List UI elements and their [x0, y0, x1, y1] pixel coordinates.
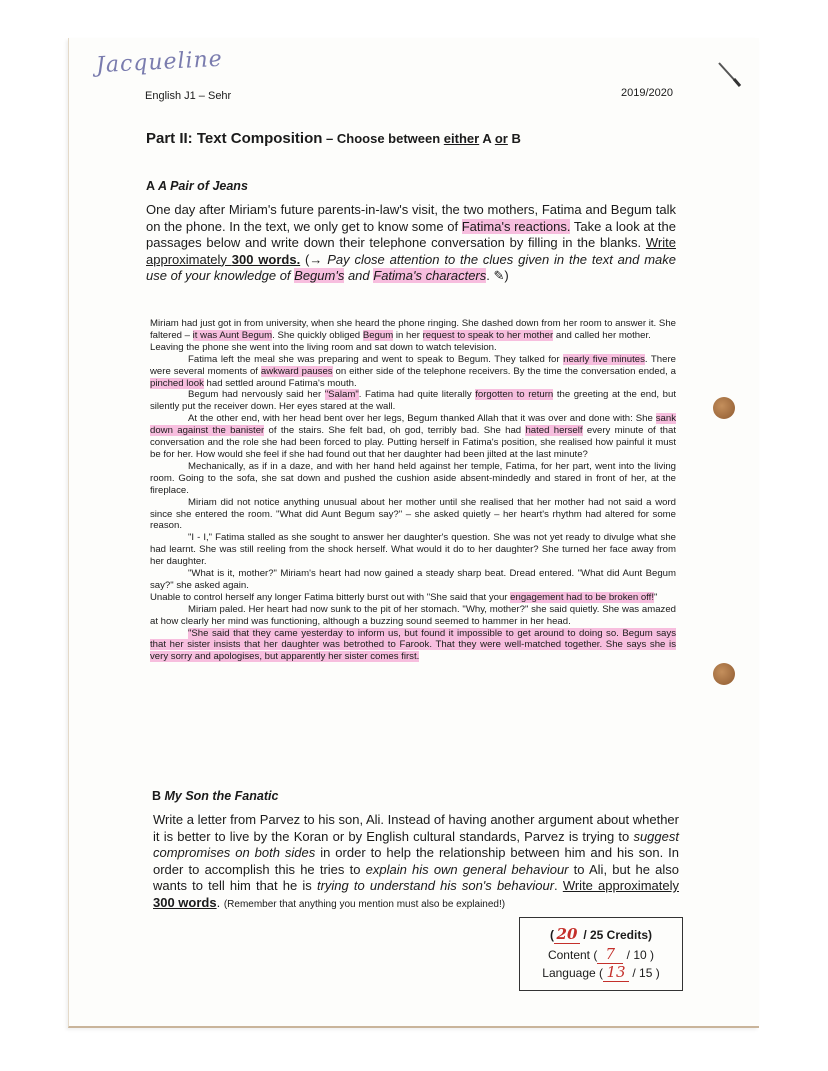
punch-hole: [713, 397, 735, 419]
grade-language: Language ( 13 / 15 ): [542, 963, 660, 981]
story-paragraph: Fatima left the meal she was preparing and went to speak to Begum. They talked for nearly five minutes. There were several moments of awkward pauses on either side of the telephone receivers. By the time the conversation ended, a pinched look had settled around Fatima's mouth.: [150, 353, 676, 389]
section-b-prompt: Write a letter from Parvez to his son, Ali. Instead of having another argument about whether it is better to live by the Koran or by English cultural standards, Parvez is trying to suggest compromises on both sides in order to help the relationship between him and his son. In order to accomplish this he tries to explain his own general behaviour to Ali, but he also wants to tell him that he is trying to understand his son's behaviour. Write approximately 300 words. (Remember that anything you mention must also be explained!): [153, 812, 679, 910]
story-paragraph: Mechanically, as if in a daze, and with her hand held against her temple, Fatima, for her part, went into the living room. Going to the sofa, she sat down and pushed the cushion aside absent-mindedly and stared in front of her, at the fireplace.: [150, 460, 676, 496]
story-paragraph: Miriam did not notice anything unusual about her mother until she realised that her mother had not said a word since she entered the room. "What did Aunt Begum say?" – she asked quietly – her heart's rhythm had altered for some reason.: [150, 496, 676, 532]
grade-content: Content ( 7 / 10 ): [547, 945, 655, 963]
grade-box: [519, 917, 683, 991]
story-paragraph: Leaving the phone she went into the living room and sat down to watch television.: [150, 341, 497, 353]
story-paragraph: "What is it, mother?" Miriam's heart had now gained a steady sharp beat. Dread entered. "What did Aunt Begum say?" she asked again.: [150, 568, 676, 591]
story-paragraph: "She said that they came yesterday to inform us, but found it impossible to get around to doing so. Begum says that her sister insists that her daughter was betrothed to Farook. That they were well-matched together. She says she is very sorry and apologises, but apparently her sister comes first.: [150, 627, 676, 663]
punch-hole: [713, 663, 735, 685]
story-paragraph: At the other end, with her head bent over her legs, Begum thanked Allah that it was over and done with: She sank down against the banister of the stairs. She felt bad, oh god, terribly bad. She had hated herself every minute of that conversation and the role she had been forced to play. Putting herself in Fatima's position, she realised how painful it must be for her. How would she feel if she had found out that her daughter had been jilted at the last minute?: [150, 413, 677, 460]
grade-content-score: 7: [597, 945, 623, 964]
grade-total: ( 20 / 25 Credits): [549, 925, 653, 943]
story-paragraph: Begum had nervously said her "Salam". Fatima had quite literally forgotten to return the greeting at the end, but silently put the receiver down. Her eyes stared at the wall.: [150, 389, 676, 413]
section-a-heading: A A Pair of Jeans: [146, 179, 248, 193]
section-b-heading: B My Son the Fanatic: [152, 789, 279, 803]
story-paragraph: "I - I," Fatima stalled as she sought to answer her daughter's question. She was not yet ready to divulge what she had learnt. She was still reeling from the shock herself. What would it do to her daughter? She turned her face away from her daughter.: [150, 532, 676, 568]
story-paragraph: Miriam paled. Her heart had now sunk to the pit of her stomach. "Why, mother?" she said quietly. She was amazed at how clearly her mind was functioning, although a buzzing sound seemed to hammer in her head.: [150, 603, 676, 627]
part-title: Part II: Text Composition – Choose between either A or B: [146, 130, 521, 147]
student-name: Jacqueline: [95, 46, 224, 79]
pen-icon: [716, 60, 742, 88]
course-label: English J1 – Sehr: [145, 90, 232, 102]
story-excerpt: [150, 318, 676, 663]
story-paragraph: Unable to control herself any longer Fatima bitterly burst out with "She said that your engagement had to be broken off!": [150, 591, 658, 603]
section-a-prompt: One day after Miriam's future parents-in-law's visit, the two mothers, Fatima and Begum talk on the phone. In the text, we only get to know some of Fatima's reactions. Take a look at the passages below and write down their telephone conversation by filling in the blanks. Write approximately 300 words. (→ Pay close attention to the clues given in the text and make use of your knowledge of Begum's and Fatima's characters. ✎): [146, 202, 676, 283]
school-year: 2019/2020: [621, 87, 673, 99]
grade-total-score: 20: [554, 925, 580, 944]
grade-language-score: 13: [603, 963, 629, 982]
story-paragraph: Miriam had just got in from university, when she heard the phone ringing. She dashed down from her room to answer it. She faltered – it was Aunt Begum. She quickly obliged Begum in her request to speak to her mother and called her mother.: [150, 318, 676, 341]
